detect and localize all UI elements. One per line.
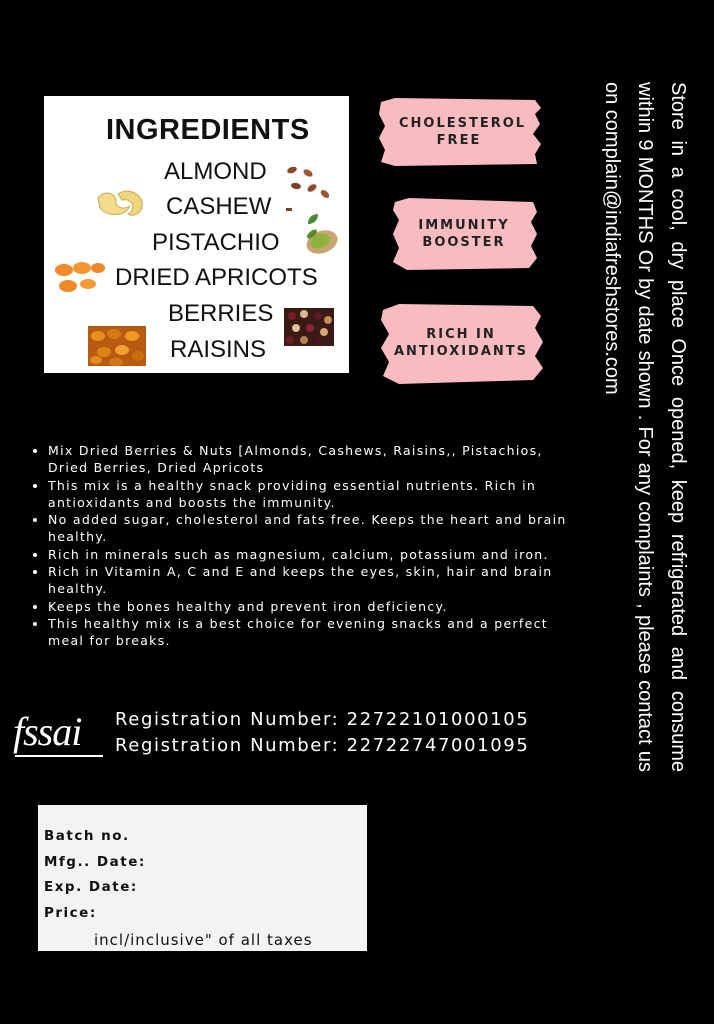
ingredients-title: INGREDIENTS — [106, 114, 310, 146]
badge-label: IMMUNITY BOOSTER — [418, 218, 510, 250]
badge-cholesterol-free — [375, 94, 543, 170]
list-item: • This mix is a healthy snack providing essential nutrients. Rich in antioxidants and boosts the immunity. — [48, 477, 568, 512]
exp-date-label: Exp. Date: — [44, 879, 138, 895]
raisins-image — [88, 326, 146, 366]
list-item: • Rich in minerals such as magnesium, calcium, potassium and iron. — [48, 546, 568, 563]
apricot-image — [52, 260, 106, 294]
list-item: • No added sugar, cholesterol and fats free. Keeps the heart and brain healthy. — [48, 511, 568, 546]
storage-instructions — [601, 82, 694, 772]
pistachio-image — [300, 222, 342, 260]
registration-number: Registration Number: 22722747001095 — [115, 735, 530, 756]
batch-number-label: Batch no. — [44, 828, 130, 844]
list-item: • Rich in Vitamin A, C and E and keeps the eyes, skin, hair and brain healthy. — [48, 563, 568, 598]
mfg-date-label: Mfg.. Date: — [44, 854, 146, 870]
ingredient-pistachio: PISTACHIO — [152, 229, 280, 256]
ingredient-almond: ALMOND — [164, 158, 267, 185]
almond-image — [282, 164, 332, 200]
ingredient-raisins: RAISINS — [170, 336, 267, 363]
batch-info-box — [38, 805, 367, 951]
ingredient-cashew: CASHEW — [166, 193, 272, 220]
fssai-logo: fssai — [13, 709, 82, 754]
badge-immunity-booster — [389, 196, 539, 272]
ingredient-berries: BERRIES — [168, 300, 274, 327]
tax-note: incl/inclusive" of all taxes — [94, 931, 313, 949]
badge-label: RICH IN ANTIOXIDANTS — [393, 327, 529, 359]
berries-image — [284, 308, 334, 346]
storage-text: Store in a cool, dry place Once opened, keep refrigerated and consume within 9 MONTHS Or by date shown . For any complaints , please contact us on complain@indiafreshstores.com — [601, 82, 689, 772]
list-item: • This healthy mix is a best choice for evening snacks and a perfect meal for breaks. — [48, 615, 568, 650]
list-item: • Mix Dried Berries & Nuts [Almonds, Cashews, Raisins,, Pistachios, Dried Berries, Dried Apricots — [48, 442, 568, 477]
ingredients-panel — [44, 96, 349, 373]
ingredient-dried-apricots: DRIED APRICOTS — [115, 264, 318, 291]
benefits-list — [28, 442, 568, 650]
registration-number: Registration Number: 22722101000105 — [115, 709, 530, 730]
list-item: • Keeps the bones healthy and prevent iron deficiency. — [48, 598, 568, 615]
almond-piece-image — [286, 208, 292, 211]
badge-rich-in-antioxidants — [377, 300, 545, 386]
badge-label: CHOLESTEROL FREE — [399, 116, 527, 148]
cashew-image — [94, 188, 148, 220]
fssai-logo-underline — [15, 755, 103, 757]
price-label: Price: — [44, 905, 97, 921]
